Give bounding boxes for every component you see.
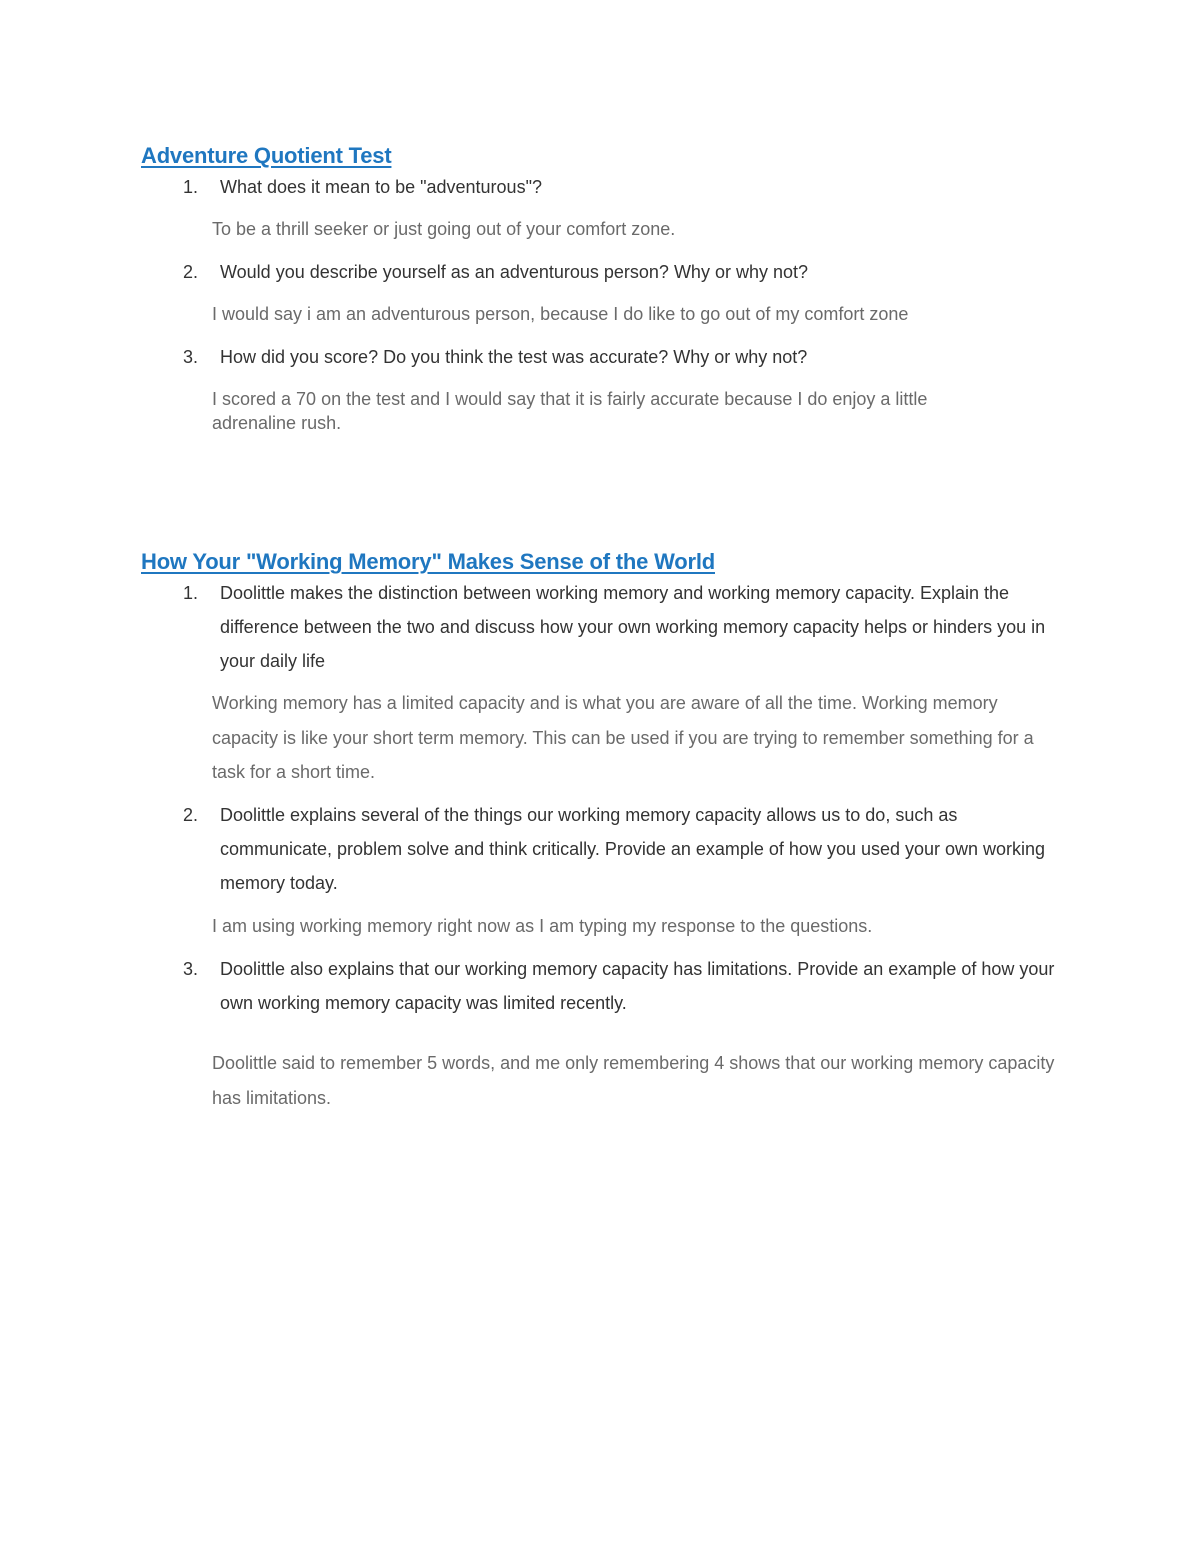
question-text: What does it mean to be "adventurous"?	[220, 177, 542, 197]
question-text: Would you describe yourself as an adventurous person? Why or why not?	[220, 262, 808, 282]
question-number: 1.	[183, 177, 199, 197]
question-text: Doolittle also explains that our working memory capacity has limitations. Provide an example of how your own working memory capacity was limited recently.	[220, 959, 1055, 1013]
answer-text: I am using working memory right now as I am typing my response to the questions.	[212, 916, 873, 936]
answer-text: Doolittle said to remember 5 words, and me only remembering 4 shows that our working memory capacity has limitations.	[212, 1053, 1055, 1108]
question-number: 2.	[183, 805, 199, 825]
question-number: 3.	[183, 959, 199, 979]
question-item	[183, 798, 1063, 900]
question-text: How did you score? Do you think the test was accurate? Why or why not?	[220, 347, 808, 367]
section-title-adventure-quotient-test[interactable]: Adventure Quotient Test	[141, 143, 392, 168]
question-text: Doolittle makes the distinction between working memory and working memory capacity. Explain the difference between the two and discuss how your own working memory capacity helps or hinders you in your daily life	[220, 583, 1046, 671]
answer-text: To be a thrill seeker or just going out of your comfort zone.	[212, 219, 676, 239]
answer-text: Working memory has a limited capacity and is what you are aware of all the time. Working memory capacity is like your short term memory. This can be used if you are trying to remember something for a task for a short time.	[212, 693, 1034, 782]
question-item	[183, 340, 1043, 374]
question-text: Doolittle explains several of the things our working memory capacity allows us to do, such as communicate, problem solve and think critically. Provide an example of how you used your own working memory today.	[220, 805, 1046, 893]
answer-text: I scored a 70 on the test and I would say that it is fairly accurate because I do enjoy a little adrenaline rush.	[212, 389, 928, 433]
question-item	[183, 170, 1043, 204]
question-number: 3.	[183, 347, 199, 367]
section-title-working-memory[interactable]: How Your "Working Memory" Makes Sense of the World	[141, 549, 715, 574]
question-item	[183, 255, 1043, 289]
question-number: 2.	[183, 262, 199, 282]
question-item	[183, 576, 1063, 678]
question-number: 1.	[183, 583, 199, 603]
answer-text: I would say i am an adventurous person, because I do like to go out of my comfort zone	[212, 304, 909, 324]
question-item	[183, 952, 1063, 1020]
